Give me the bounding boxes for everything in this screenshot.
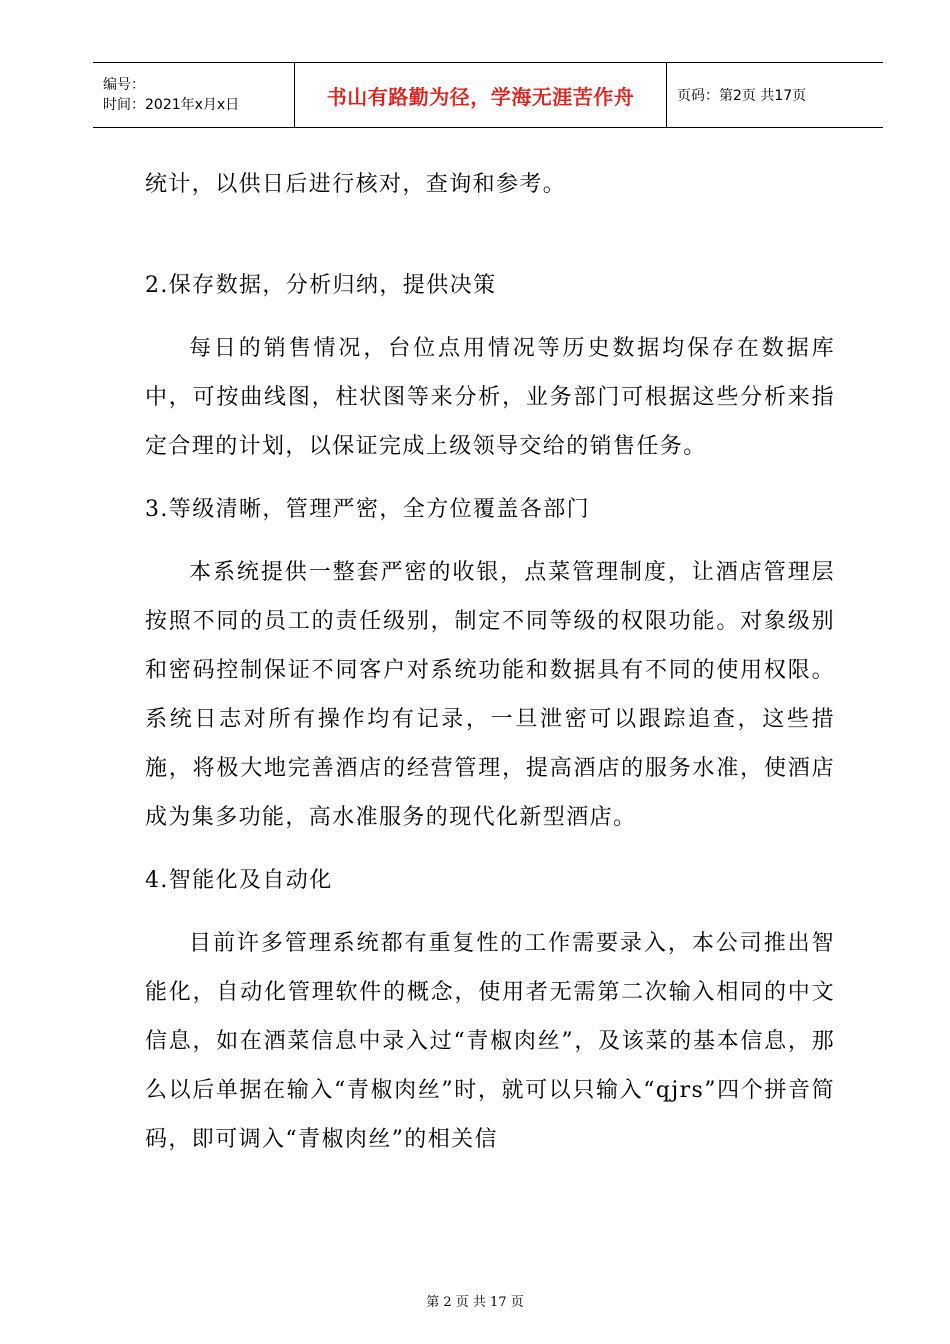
number-label: 编号： xyxy=(103,77,145,93)
time-label: 时间：2021年x月x日 xyxy=(103,97,240,113)
header-page-info: 页码：第2页 共17页 xyxy=(677,88,807,104)
heading-3: 3.等级清晰，管理严密，全方位覆盖各部门 xyxy=(145,497,590,522)
page-footer: 第 2 页 共 17 页 xyxy=(426,1295,524,1310)
paragraph-3: 本系统提供一整套严密的收银，点菜管理制度，让酒店管理层按照不同的员工的责任级别，制定不同等级的权限功能。对象级别和密码控制保证不同客户对系统功能和数据具有不同的使用权限。系统日志对所有操作均有记录，一旦泄密可以跟踪追查，这些措施，将极大地完善酒店的经营管理，提高酒店的服务水准，使酒店成为集多功能，高水准服务的现代化新型酒店。 xyxy=(145,560,835,830)
page-header xyxy=(93,62,883,128)
paragraph-2: 每日的销售情况，台位点用情况等历史数据均保存在数据库中，可按曲线图，柱状图等来分析，业务部门可根据这些分析来指定合理的计划，以保证完成上级领导交给的销售任务。 xyxy=(145,336,835,459)
heading-4: 4.智能化及自动化 xyxy=(145,868,333,893)
heading-2: 2.保存数据，分析归纳，提供决策 xyxy=(145,273,497,298)
paragraph-4: 目前许多管理系统都有重复性的工作需要录入，本公司推出智能化，自动化管理软件的概念，使用者无需第二次输入相同的中文信息，如在酒菜信息中录入过“青椒肉丝”，及该菜的基本信息，那么以后单据在输入“青椒肉丝”时，就可以只输入“qjrs”四个拼音简码，即可调入“青椒肉丝”的相关信 xyxy=(145,931,835,1152)
document-body xyxy=(145,160,835,1164)
paragraph-continued: 统计，以供日后进行核对，查询和参考。 xyxy=(145,172,567,197)
header-meta xyxy=(93,63,295,127)
header-motto: 书山有路勤为径，学海无涯苦作舟 xyxy=(295,63,667,127)
